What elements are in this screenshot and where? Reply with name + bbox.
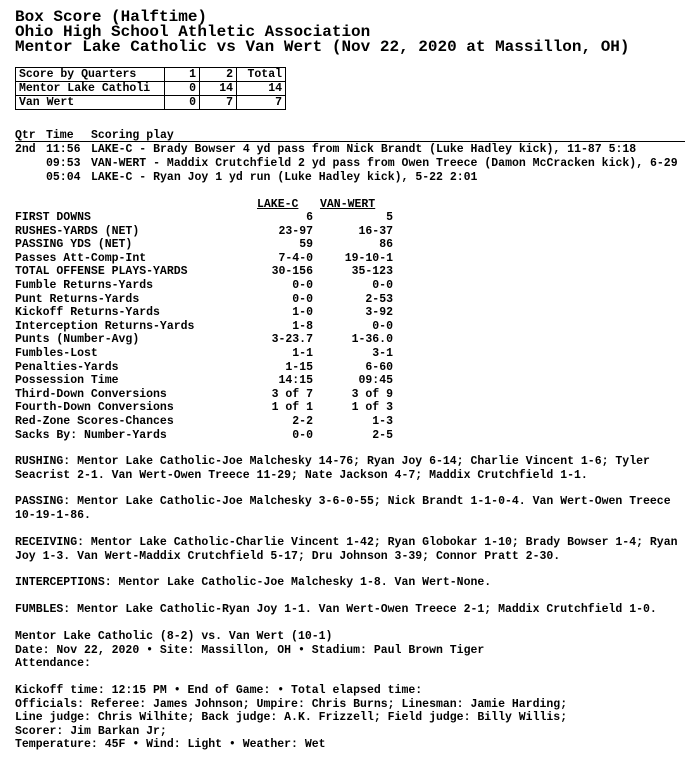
receiving-summary: RECEIVING: Mentor Lake Catholic-Charlie Vincent 1-42; Ryan Globokar 1-10; Brady Bowser 1-4; Ryan Joy 1-3. Van Wert-Maddix Crutchfield 5-17; Dru Johnson 3-39; Connor Pratt 2-30. <box>15 536 678 563</box>
play-text: VAN-WERT - Maddix Crutchfield 2 yd pass from Owen Treece (Damon McCracken kick), 6-29 <box>91 157 678 170</box>
stat-label: PASSING YDS (NET) <box>15 238 133 252</box>
total-score: 14 <box>237 82 286 96</box>
scoring-header-time: Time <box>46 129 74 142</box>
stat-value-home: 6 <box>306 211 313 224</box>
stat-value-away: 3-92 <box>365 306 393 320</box>
stat-value-away: 1 of 3 <box>351 401 393 415</box>
stat-value-away: 1-3 <box>372 415 393 428</box>
stat-value-home: 0-0 <box>292 279 313 292</box>
play-qtr: 2nd <box>15 143 36 156</box>
officials-line-2: Line judge: Chris Wilhite; Back judge: A.K. Frizzell; Field judge: Billy Willis; <box>15 711 568 724</box>
quarters-row-home <box>16 82 286 96</box>
stat-label: FIRST DOWNS <box>15 211 91 224</box>
date-site: Date: Nov 22, 2020 • Site: Massillon, OH • Stadium: Paul Brown Tiger <box>15 644 485 657</box>
stat-value-away: 35-123 <box>351 265 393 279</box>
stat-label: Kickoff Returns-Yards <box>15 306 160 320</box>
officials-line-1: Officials: Referee: James Johnson; Umpire: Chris Burns; Linesman: Jamie Harding; <box>15 698 568 711</box>
stat-value-away: 3-1 <box>372 347 393 360</box>
stat-label: RUSHES-YARDS (NET) <box>15 224 140 238</box>
report-title: Box Score (Halftime) <box>15 8 208 26</box>
play-time: 11:56 <box>46 143 81 156</box>
kickoff-time: Kickoff time: 12:15 PM • End of Game: • Total elapsed time: <box>15 684 423 697</box>
play-text: LAKE-C - Ryan Joy 1 yd run (Luke Hadley kick), 5-22 2:01 <box>91 171 478 184</box>
scoring-header-qtr: Qtr <box>15 129 36 142</box>
stat-value-home: 1-1 <box>292 347 313 360</box>
quarters-header-label: Score by Quarters <box>16 68 165 82</box>
team-name: Van Wert <box>16 96 165 110</box>
stat-value-home: 3 of 7 <box>271 387 313 401</box>
matchup-title: Mentor Lake Catholic vs Van Wert (Nov 22, 2020 at Massillon, OH) <box>15 38 630 56</box>
stat-value-away: 19-10-1 <box>344 251 393 265</box>
stats-col-home: LAKE-C <box>257 198 299 211</box>
stat-label: Punts (Number-Avg) <box>15 333 140 347</box>
stat-value-home: 0-0 <box>292 428 313 442</box>
scoring-header-play: Scoring play <box>91 129 174 142</box>
stat-value-home: 3-23.7 <box>271 333 313 347</box>
stat-label: Penalties-Yards <box>15 360 119 374</box>
quarters-header-total: Total <box>237 68 286 82</box>
play-text: LAKE-C - Brady Bowser 4 yd pass from Nick Brandt (Luke Hadley kick), 11-87 5:18 <box>91 143 637 156</box>
team-records: Mentor Lake Catholic (8-2) vs. Van Wert (10-1) <box>15 630 333 643</box>
stat-value-away: 2-5 <box>372 428 393 442</box>
play-time: 05:04 <box>46 171 81 184</box>
stat-value-away: 16-37 <box>358 224 393 238</box>
q1-score: 0 <box>165 82 200 96</box>
team-name: Mentor Lake Catholi <box>16 82 165 96</box>
q1-score: 0 <box>165 96 200 110</box>
stat-label: Passes Att-Comp-Int <box>15 251 147 265</box>
stat-value-home: 2-2 <box>292 415 313 428</box>
stat-value-away: 5 <box>386 211 393 224</box>
stat-value-home: 1-0 <box>292 306 313 320</box>
q2-score: 14 <box>200 82 237 96</box>
stat-value-home: 1 of 1 <box>271 401 313 415</box>
attendance: Attendance: <box>15 657 91 670</box>
weather: Temperature: 45F • Wind: Light • Weather: Wet <box>15 738 326 751</box>
quarters-header-q2: 2 <box>200 68 237 82</box>
stat-label: Third-Down Conversions <box>15 387 167 401</box>
quarters-header-q1: 1 <box>165 68 200 82</box>
association-name: Ohio High School Athletic Association <box>15 23 371 41</box>
scorer: Scorer: Jim Barkan Jr; <box>15 725 167 738</box>
interceptions-summary: INTERCEPTIONS: Mentor Lake Catholic-Joe Malchesky 1-8. Van Wert-None. <box>15 576 492 589</box>
stat-value-away: 2-53 <box>365 292 393 306</box>
quarters-header-row <box>16 68 286 82</box>
stat-value-home: 30-156 <box>271 265 313 279</box>
score-by-quarters-table <box>15 67 286 110</box>
stat-label: Fumble Returns-Yards <box>15 279 154 292</box>
stat-value-away: 6-60 <box>365 360 393 374</box>
stat-label: Red-Zone Scores-Chances <box>15 415 174 428</box>
stat-label: Punt Returns-Yards <box>15 292 140 306</box>
stat-value-away: 1-36.0 <box>351 333 393 347</box>
stat-label: Fumbles-Lost <box>15 347 98 360</box>
fumbles-summary: FUMBLES: Mentor Lake Catholic-Ryan Joy 1-1. Van Wert-Owen Treece 2-1; Maddix Crutchfield 1-0. <box>15 603 657 616</box>
stat-value-home: 14:15 <box>278 374 313 388</box>
stat-value-away: 3 of 9 <box>351 387 393 401</box>
stat-value-home: 1-8 <box>292 319 313 333</box>
passing-summary: PASSING: Mentor Lake Catholic-Joe Malchesky 3-6-0-55; Nick Brandt 1-1-0-4. Van Wert-Owen Treece 10-19-1-86. <box>15 495 671 522</box>
rushing-summary: RUSHING: Mentor Lake Catholic-Joe Malchesky 14-76; Ryan Joy 6-14; Charlie Vincent 1-6; Tyler Seacrist 2-1. Van Wert-Owen Treece 11-29; Nate Jackson 4-7; Maddix Crutchfield 1-1. <box>15 455 650 482</box>
stat-value-away: 09:45 <box>358 374 393 388</box>
quarters-row-away <box>16 96 286 110</box>
stat-value-away: 0-0 <box>372 319 393 333</box>
stat-value-away: 86 <box>379 238 393 252</box>
stat-value-home: 0-0 <box>292 292 313 306</box>
stat-value-home: 7-4-0 <box>278 251 313 265</box>
stats-col-away: VAN-WERT <box>320 198 376 211</box>
q2-score: 7 <box>200 96 237 110</box>
stat-label: Fourth-Down Conversions <box>15 401 174 415</box>
stat-label: Interception Returns-Yards <box>15 319 195 333</box>
stat-value-home: 59 <box>299 238 313 252</box>
play-time: 09:53 <box>46 157 81 170</box>
stat-value-home: 23-97 <box>278 224 313 238</box>
stat-label: Sacks By: Number-Yards <box>15 428 167 442</box>
stat-label: Possession Time <box>15 374 119 388</box>
total-score: 7 <box>237 96 286 110</box>
stat-value-away: 0-0 <box>372 279 393 292</box>
scoring-divider <box>15 141 685 142</box>
stat-label: TOTAL OFFENSE PLAYS-YARDS <box>15 265 188 279</box>
stat-value-home: 1-15 <box>285 360 313 374</box>
